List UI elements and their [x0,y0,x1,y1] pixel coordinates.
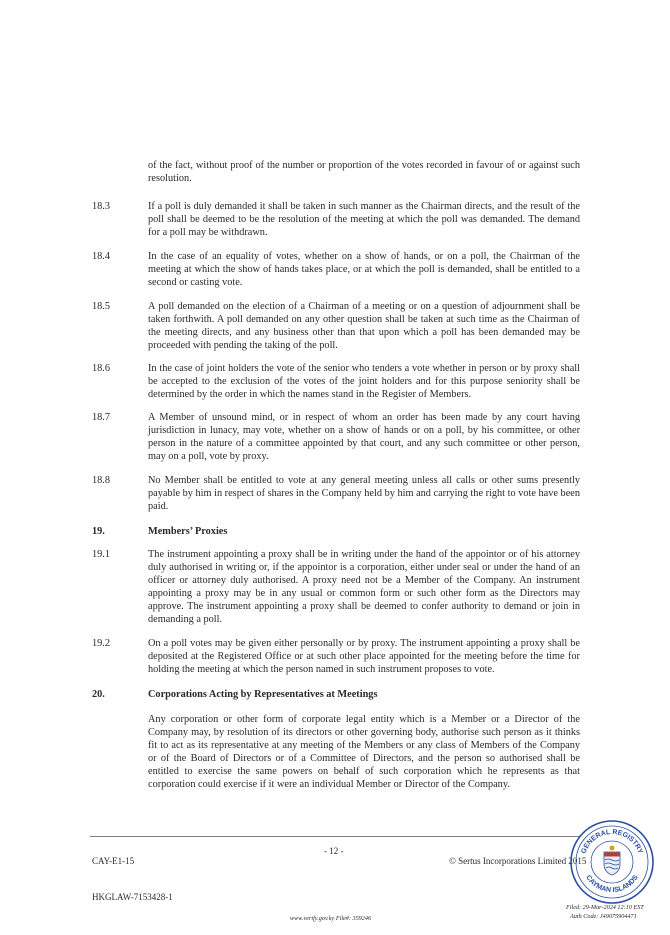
clause-text-18-3: If a poll is duly demanded it shall be taken in such manner as the Chairman directs, and the result of the poll shall be deemed to be the resolution of the meeting at which the poll was demanded. The demand for a poll may be withdrawn. [148,201,580,238]
clause-number-18-5: 18.5 [92,301,111,312]
registry-seal-icon [568,818,656,906]
clause-text-19-1: The instrument appointing a proxy shall be in writing under the hand of the appointor or of his attorney duly authorised in writing or, if the appointor is a corporation, either under seal or under the hand of an officer or attorney duly authorised. A proxy need not be a Member of the Company. An instrument appointing a proxy may be in any usual or common form or such other form as the Directors may approve. The instrument appointing a proxy shall be deemed to confer authority to demand or join in demanding a poll. [148,549,580,625]
clause-number-19-2: 19.2 [92,638,111,649]
section-number-20: 20. [92,689,105,700]
clause-number-18-4: 18.4 [92,251,111,262]
section-heading-20: Corporations Acting by Representatives at Meetings [148,689,378,700]
footer-rule [90,836,580,837]
clause-number-19-1: 19.1 [92,549,111,560]
seal-text-top: GENERAL REGISTRY [580,828,644,855]
clause-text-18-6: In the case of joint holders the vote of the senior who tenders a vote whether in person or by proxy shall be accepted to the exclusion of the votes of the joint holders and for this purpose seniority shall be determined by the order in which the names stand in the Register of Members. [148,363,580,400]
section-text-20: Any corporation or other form of corporate legal entity which is a Member or a Director of the Company may, by resolution of its directors or other governing body, authorise such person as it thinks fit to act as its representative at any meeting of the Members or any class of Members of the Company or of the Board of Directors or of a Committee of Directors, and the person so authorised shall be entitled to exercise the same powers on behalf of such corporation which he represents as that corporation could exercise if it were an individual Member or Director of the Company. [148,714,580,790]
seal-text-bottom: CAYMAN ISLANDS [584,874,640,895]
section-number-19: 19. [92,526,105,537]
auth-code: Auth Code: J49075904471 [570,913,637,920]
document-reference: HKGLAW-7153428-1 [92,892,173,902]
footer-code: CAY-E1-15 [92,856,135,866]
clause-text-18-8: No Member shall be entitled to vote at any general meeting unless all calls or other sums presently payable by him in respect of shares in the Company held by him and carrying the right to vote have been paid. [148,475,580,512]
clause-number-18-8: 18.8 [92,475,111,486]
continuation-paragraph: of the fact, without proof of the number or proportion of the votes recorded in favour of or against such resolution. [148,160,580,184]
coat-of-arms-icon [604,846,620,876]
clause-text-18-4: In the case of an equality of votes, whether on a show of hands, or on a poll, the Chairman of the meeting at which the show of hands takes place, or at which the poll is demanded, shall be entitled to a second or casting vote. [148,251,580,288]
clause-text-18-5: A poll demanded on the election of a Chairman of a meeting or on a question of adjournment shall be taken forthwith. A poll demanded on any other question shall be taken at such time as the Chairman of the meeting directs, and any business other than that upon which a poll has been demanded may be proceeded with pending the taking of the poll. [148,301,580,351]
filed-stamp: Filed: 29-Mar-2024 12:10 EST [566,904,644,911]
section-heading-19: Members’ Proxies [148,526,228,537]
clause-text-18-7: A Member of unsound mind, or in respect of whom an order has been made by any court having jurisdiction in lunacy, may vote, whether on a show of hands or on a poll, by his committee, or other person in the nature of a committee appointed by that court, and any such committee or other person, may on a poll, vote by proxy. [148,412,580,462]
clause-number-18-7: 18.7 [92,412,111,423]
page-number: - 12 - [324,846,344,856]
clause-number-18-6: 18.6 [92,363,111,374]
clause-text-19-2: On a poll votes may be given either personally or by proxy. The instrument appointing a proxy shall be deposited at the Registered Office or at such other place appointed for the meeting before the time for holding the meeting at which the person named in such instrument proposes to vote. [148,638,580,675]
footer-copyright: © Sertus Incorporations Limited 2015 [449,856,587,866]
clause-number-18-3: 18.3 [92,201,111,212]
verify-link[interactable]: www.verify.gov.ky File#: 359246 [290,915,372,922]
